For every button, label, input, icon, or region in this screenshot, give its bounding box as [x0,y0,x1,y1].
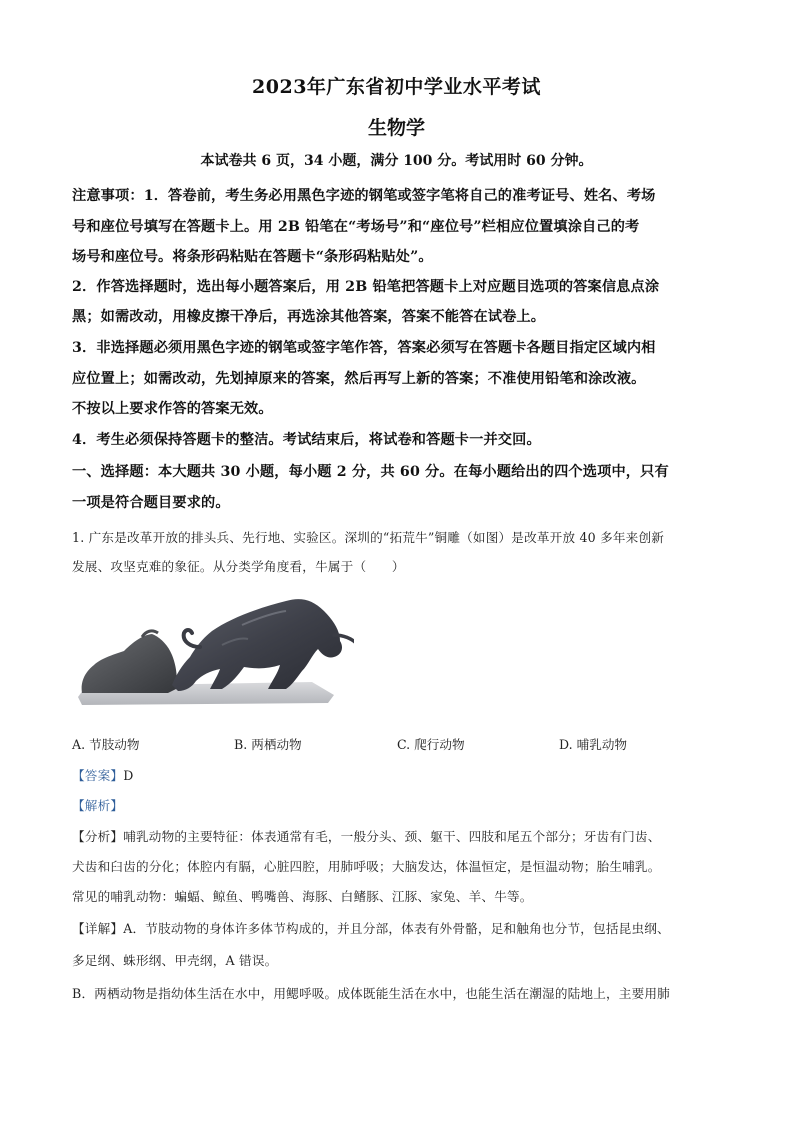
exam-subject: 生物学 [367,117,425,139]
notice-line: 3．非选择题必须用黑色字迹的钢笔或签字笔作答，答案必须写在答题卡各题目指定区域内相 [72,340,656,356]
bull-sculpture-figure [72,585,354,717]
notice-line: 4．考生必须保持答题卡的整洁。考试结束后，将试卷和答题卡一并交回。 [72,432,541,448]
notice-line: 应位置上；如需改动，先划掉原来的答案，然后再写上新的答案；不准使用铅笔和涂改液。 [72,371,646,387]
notice-line: 黑；如需改动，用橡皮擦干净后，再选涂其他答案，答案不能答在试卷上。 [72,309,546,325]
exam-title: 2023年广东省初中学业水平考试 [252,76,541,98]
fenxi-text: 常见的哺乳动物：蝙蝠、鲸鱼、鸭嘴兽、海豚、白鳍豚、江豚、家兔、羊、牛等。 [72,889,533,904]
option-d: D. 哺乳动物 [559,737,628,752]
fenxi-text: 哺乳动物的主要特征：体表通常有毛，一般分头、颈、躯干、四肢和尾五个部分；牙齿有门齿、 [123,829,661,844]
answer-line [72,765,732,784]
bull-sculpture-image [72,585,354,717]
xiangjie-tag: 【详解】 [72,921,124,936]
analysis-line [72,795,732,814]
xiangjie-text: B．两栖动物是指幼体生活在水中，用鳃呼吸。成体既能生活在水中，也能生活在潮湿的陆地上，主要用肺 [72,986,670,1001]
section-heading: 一项是符合题目要求的。 [72,495,230,511]
notice-line: 号和座位号填写在答题卡上。用 2B 铅笔在“考场号”和“座位号”栏相应位置填涂自己的考 [72,219,640,235]
question-text: 1. 广东是改革开放的排头兵、先行地、实验区。深圳的“拓荒牛”铜雕（如图）是改革开放 40 多年来创新 [72,530,665,545]
fenxi-line [72,826,732,845]
answer-value: D [123,768,134,783]
notice-line: 场号和座位号。将条形码粘贴在答题卡“条形码粘贴处”。 [72,249,433,265]
xiangjie-text: A．节肢动物的身体许多体节构成的，并且分部，体表有外骨骼，足和触角也分节，包括昆虫纲、 [123,921,670,936]
option-c: C. 爬行动物 [397,737,465,752]
notice-line: 不按以上要求作答的答案无效。 [72,401,273,417]
fenxi-tag: 【分析】 [72,829,124,844]
analysis-tag: 【解析】 [72,798,124,813]
option-b: B. 两栖动物 [234,737,302,752]
answer-tag: 【答案】 [72,768,124,783]
notice-line: 注意事项：1．答卷前，考生务必用黑色字迹的钢笔或签字笔将自己的准考证号、姓名、考场 [72,188,656,204]
xiangjie-line [72,918,732,937]
section-heading: 一、选择题：本大题共 30 小题，每小题 2 分，共 60 分。在每小题给出的四个选项中，只有 [72,464,669,480]
fenxi-text: 犬齿和臼齿的分化；体腔内有膈，心脏四腔，用肺呼吸；大脑发达，体温恒定，是恒温动物；胎生哺乳。 [72,859,661,874]
xiangjie-text: 多足纲、蛛形纲、甲壳纲，A 错误。 [72,953,278,968]
notice-line: 2．作答选择题时，选出每小题答案后，用 2B 铅笔把答题卡上对应题目选项的答案信息点涂 [72,279,660,295]
question-text: 发展、攻坚克难的象征。从分类学角度看，牛属于（ ） [72,559,405,574]
exam-info: 本试卷共 6 页，34 小题，满分 100 分。考试用时 60 分钟。 [200,153,593,169]
option-a: A. 节肢动物 [72,737,140,752]
